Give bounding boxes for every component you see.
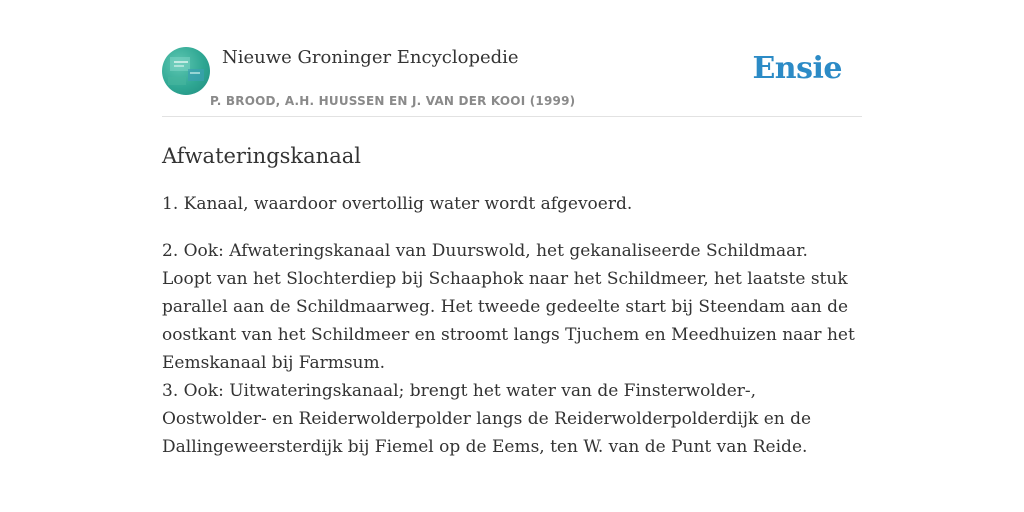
ensie-logo[interactable]: Ensie	[752, 51, 842, 86]
entry-definition	[162, 190, 862, 461]
book-title[interactable]: Nieuwe Groninger Encyclopedie	[222, 47, 519, 68]
entry-card	[162, 40, 862, 461]
source-header	[162, 40, 862, 117]
book-authors: P. BROOD, A.H. HUUSSEN EN J. VAN DER KOOI (1999)	[210, 94, 576, 108]
definition-paragraph-3: 3. Ook: Uitwateringskanaal; brengt het water van de Finsterwolder-, Oostwolder- en Reiderwolderpolder langs de Reiderwolderpolderdijk en de Dallingeweersterdijk bij Fiemel op de Eems, ten W. van de Punt van Reide.	[162, 381, 812, 457]
definition-paragraph-1: 1. Kanaal, waardoor overtollig water wordt afgevoerd.	[162, 194, 633, 214]
book-cover-icon[interactable]	[162, 47, 210, 95]
definition-paragraph-2: 2. Ook: Afwateringskanaal van Duurswold, het gekanaliseerde Schildmaar. Loopt van het Slochterdiep bij Schaaphok naar het Schildmeer, het laatste stuk parallel aan de Schildmaarweg. Het tweede gedeelte start bij Steendam aan de oostkant van het Schildmeer en stroomt langs Tjuchem en Meedhuizen naar het Eemskanaal bij Farmsum.	[162, 241, 855, 373]
entry-title: Afwateringskanaal	[162, 144, 361, 168]
